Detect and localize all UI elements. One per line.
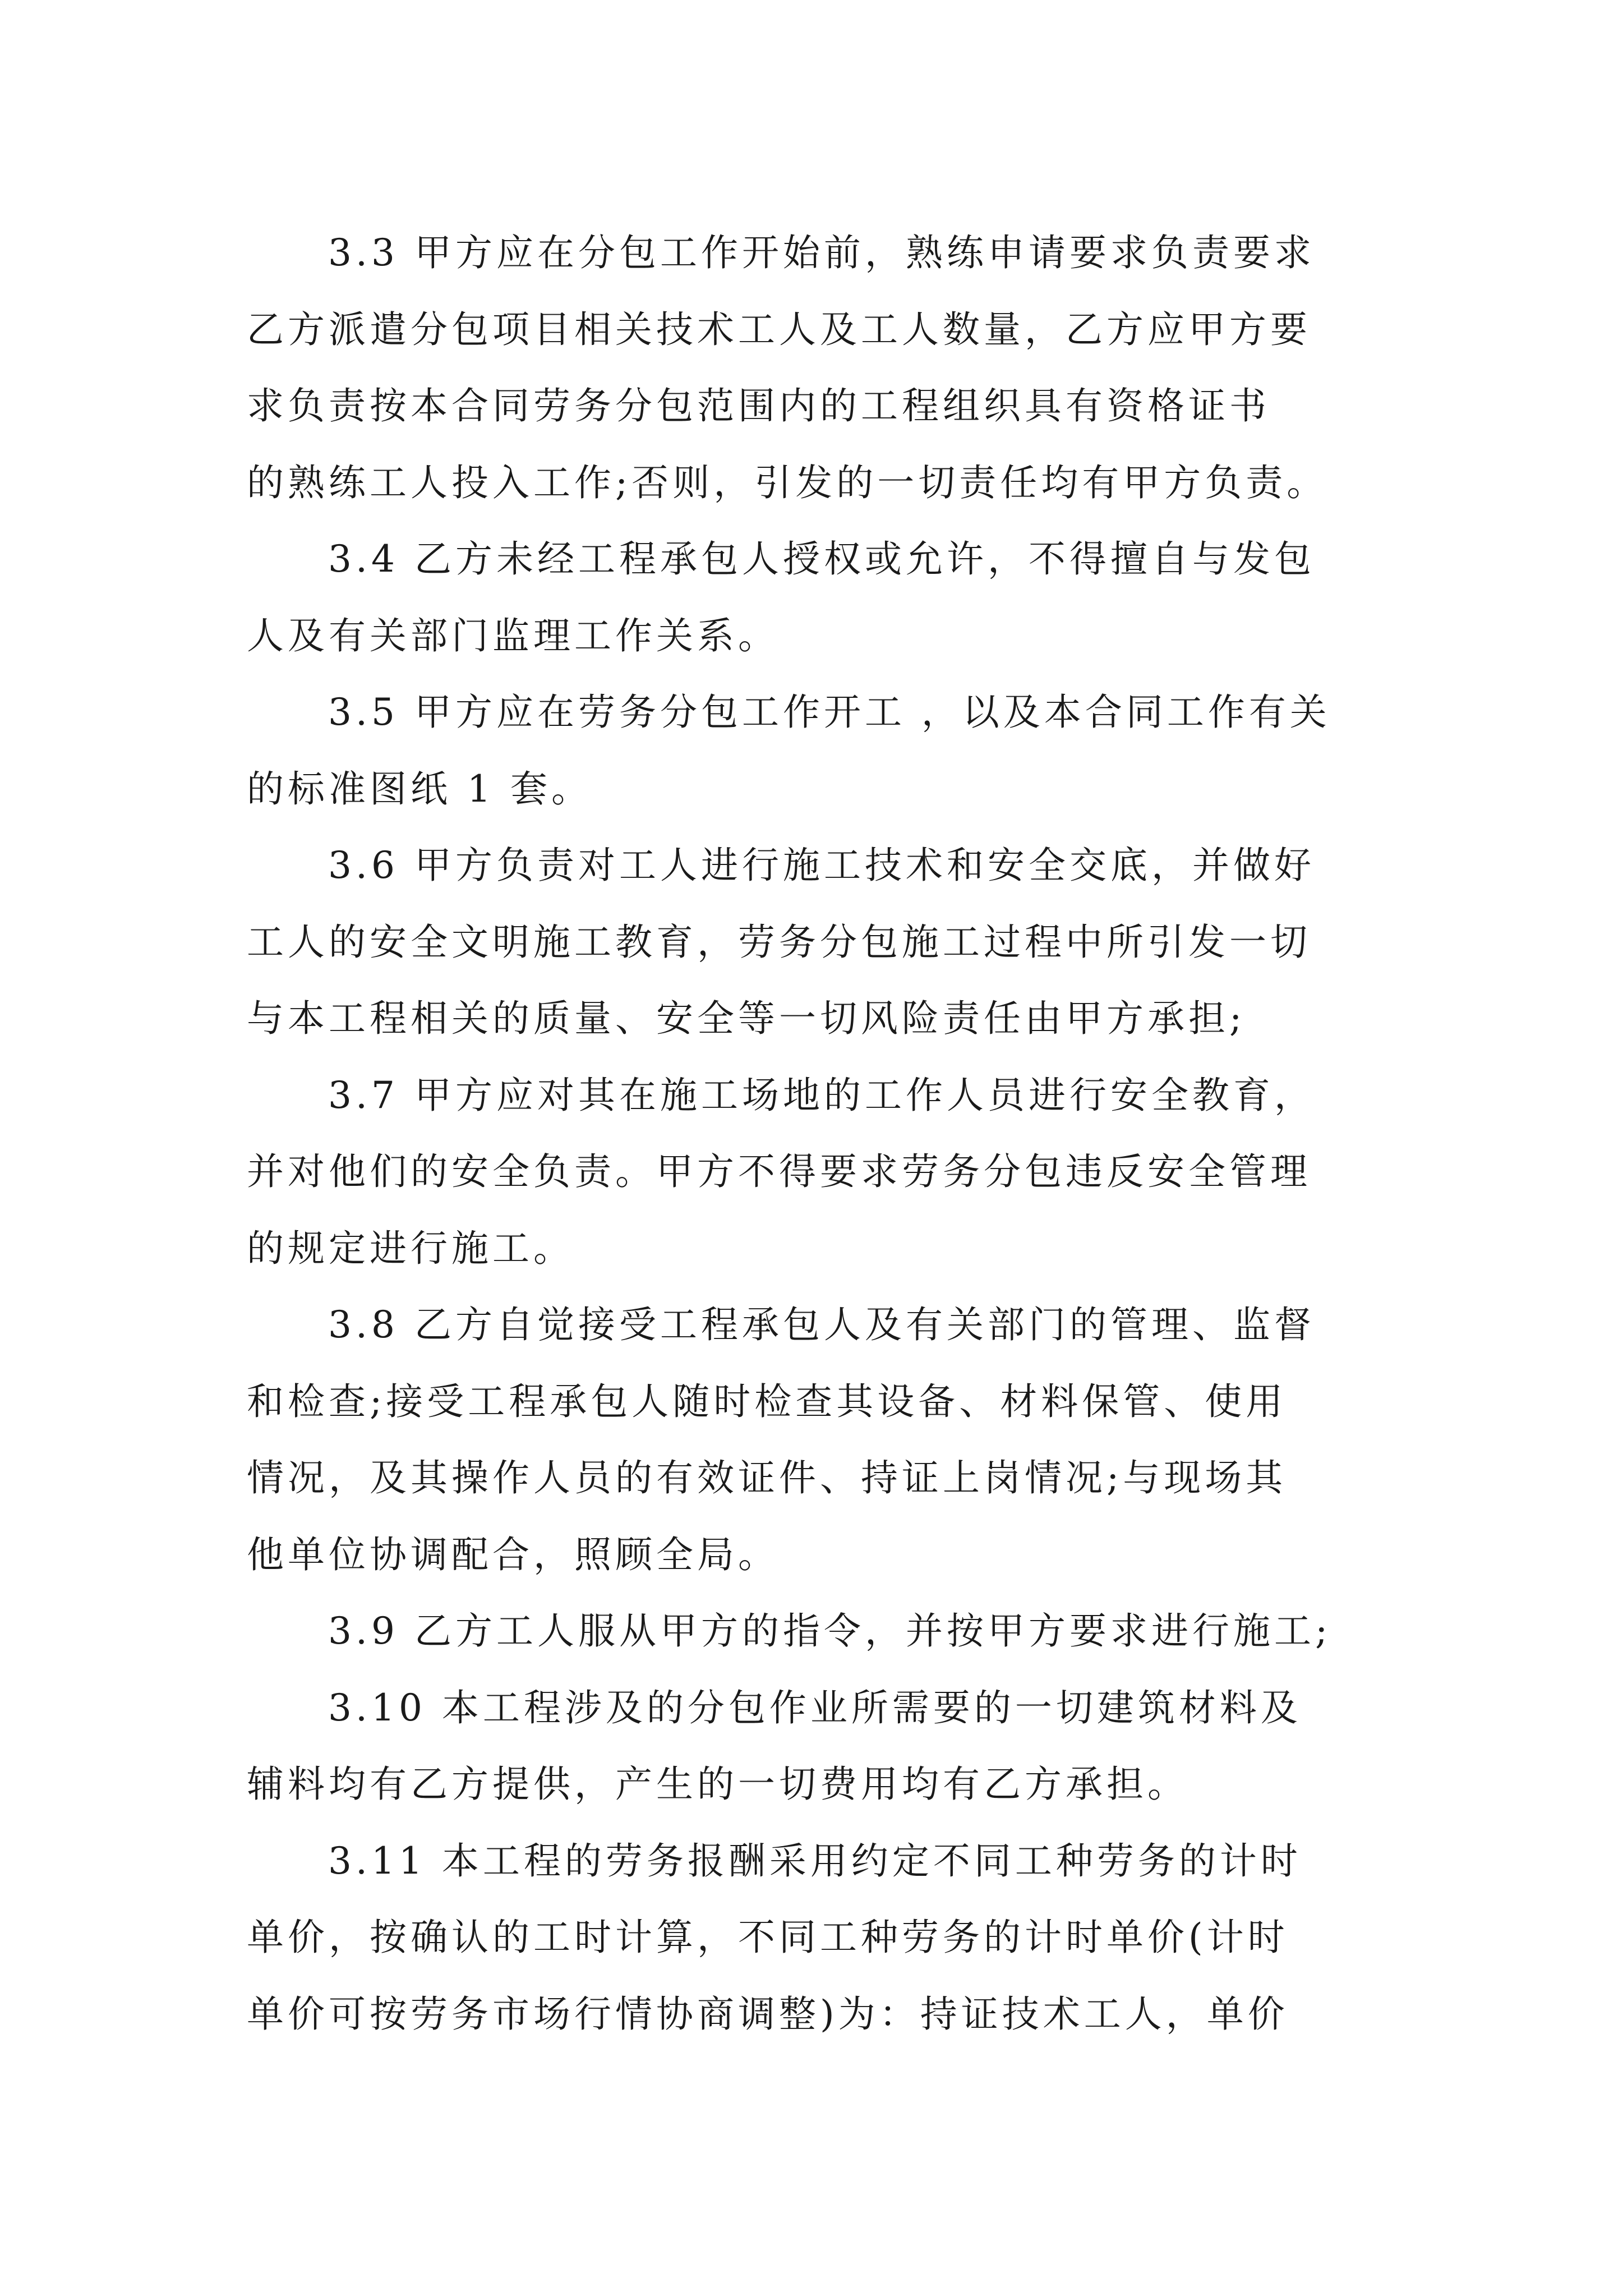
clause-3-11	[247, 1823, 1380, 2053]
clause-3-8-line-3: 情况，及其操作人员的有效证件、持证上岗情况;与现场其	[247, 1456, 1287, 1499]
clause-3-6	[247, 827, 1380, 1057]
clause-3-11-line-2: 单价，按确认的工时计算，不同工种劳务的计时单价(计时	[247, 1916, 1289, 1959]
clause-3-7-line-3: 的规定进行施工。	[247, 1226, 574, 1270]
clause-3-7-line-1: 3.7 甲方应对其在施工场地的工作人员进行安全教育，	[328, 1073, 1315, 1117]
clause-3-3-line-4: 的熟练工人投入工作;否则，引发的一切责任均有甲方负责。	[247, 461, 1328, 504]
clause-3-3-line-1: 3.3 甲方应在分包工作开始前，熟练申请要求负责要求	[328, 231, 1315, 274]
clause-3-10-line-2: 辅料均有乙方提供，产生的一切费用均有乙方承担。	[247, 1763, 1188, 1806]
clause-3-8	[247, 1287, 1380, 1593]
clause-3-7	[247, 1057, 1380, 1287]
clause-3-3-line-3: 求负责按本合同劳务分包范围内的工程组织具有资格证书	[247, 384, 1270, 427]
clause-3-11-line-1: 3.11 本工程的劳务报酬采用约定不同工种劳务的计时	[328, 1839, 1302, 1883]
document-body	[247, 215, 1380, 2053]
clause-3-6-line-2: 工人的安全文明施工教育，劳务分包施工过程中所引发一切	[247, 920, 1311, 964]
clause-3-3-line-2: 乙方派遣分包项目相关技术工人及工人数量，乙方应甲方要	[247, 307, 1311, 351]
clause-3-9	[247, 1593, 1380, 1670]
clause-3-4	[247, 521, 1380, 674]
clause-3-8-line-4: 他单位协调配合，照顾全局。	[247, 1533, 779, 1576]
clause-3-8-line-1: 3.8 乙方自觉接受工程承包人及有关部门的管理、监督	[328, 1303, 1315, 1346]
clause-3-8-line-2: 和检查;接受工程承包人随时检查其设备、材料保管、使用	[247, 1379, 1287, 1423]
clause-3-5	[247, 674, 1380, 827]
clause-3-6-line-3: 与本工程相关的质量、安全等一切风险责任由甲方承担;	[247, 997, 1246, 1040]
clause-3-10	[247, 1670, 1380, 1823]
clause-3-10-line-1: 3.10 本工程涉及的分包作业所需要的一切建筑材料及	[328, 1686, 1302, 1729]
clause-3-3	[247, 215, 1380, 521]
clause-3-4-line-2: 人及有关部门监理工作关系。	[247, 614, 779, 657]
clause-3-4-line-1: 3.4 乙方未经工程承包人授权或允许，不得擅自与发包	[328, 537, 1315, 581]
clause-3-9-line-1: 3.9 乙方工人服从甲方的指令，并按甲方要求进行施工;	[328, 1609, 1332, 1653]
clause-3-7-line-2: 并对他们的安全负责。甲方不得要求劳务分包违反安全管理	[247, 1150, 1311, 1193]
clause-3-11-line-3: 单价可按劳务市场行情协商调整)为：持证技术工人，单价	[247, 1992, 1289, 2036]
clause-3-5-line-1: 3.5 甲方应在劳务分包工作开工 ，以及本合同工作有关	[328, 691, 1331, 734]
clause-3-5-line-2: 的标准图纸 1 套。	[247, 767, 592, 811]
clause-3-6-line-1: 3.6 甲方负责对工人进行施工技术和安全交底，并做好	[328, 844, 1315, 887]
